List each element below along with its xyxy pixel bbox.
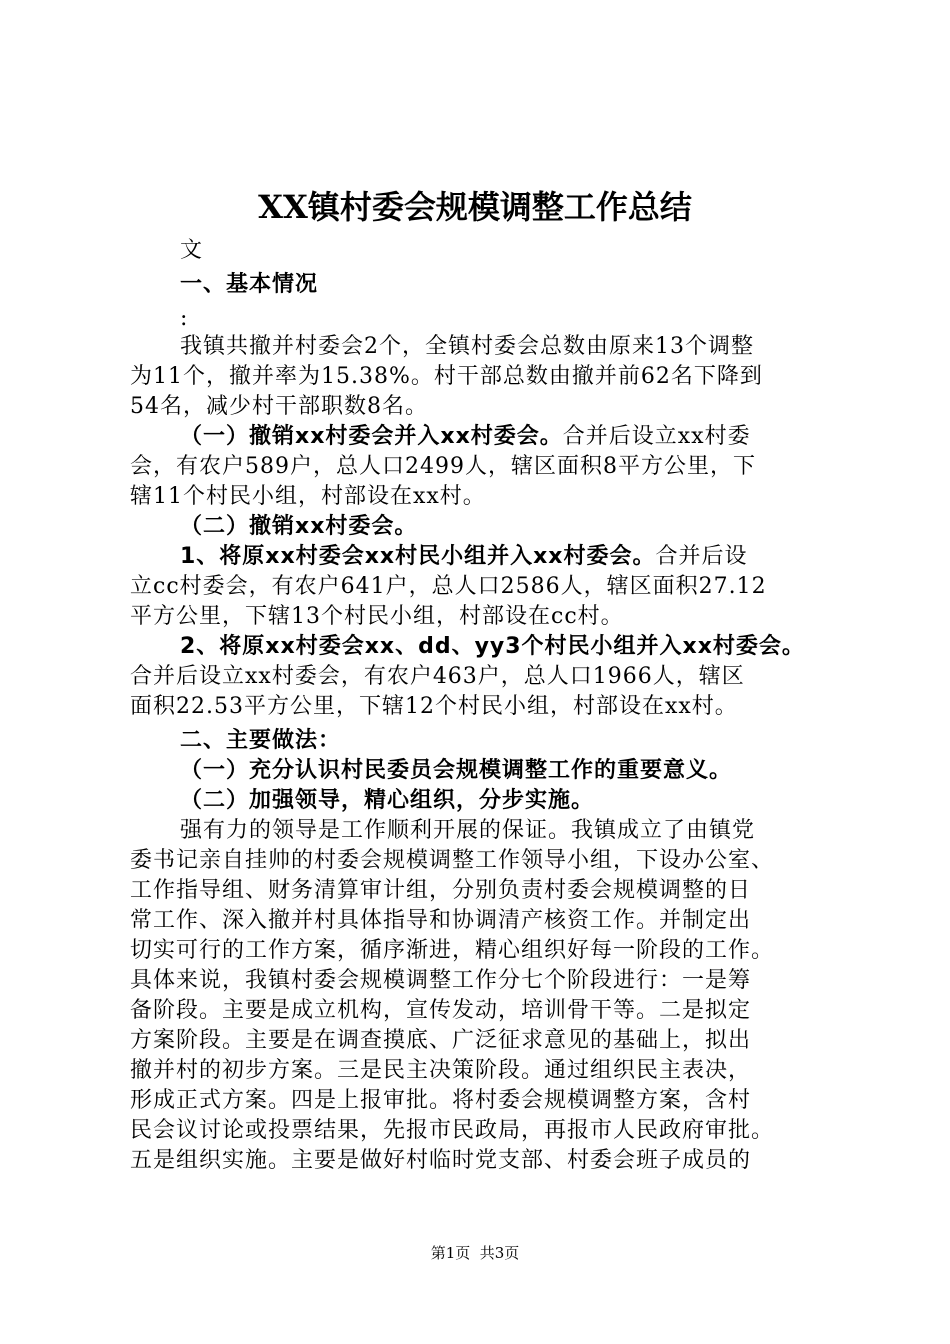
body-text: 具体来说，我镇村委会规模调整工作分七个阶段进行：一是筹 [130,968,752,993]
body-line [130,662,745,692]
body-line [130,692,738,722]
body-line [130,1026,751,1056]
body-line [180,632,805,662]
body-text: 面积22.53平方公里，下辖12个村民小组，村部设在xx村。 [130,694,738,719]
body-text: : [180,306,189,331]
body-line [130,876,751,906]
body-line [180,332,754,362]
body-text: 方案阶段。主要是在调查摸底、广泛征求意见的基础上，拟出 [130,1028,752,1053]
body-line [130,996,751,1026]
body-text: 委书记亲自挂帅的村委会规模调整工作领导小组，下设办公室、 [130,848,775,873]
body-text: 形成正式方案。四是上报审批。将村委会规模调整方案，含村 [130,1088,752,1113]
body-text: 文 [180,238,204,263]
body-line [130,1116,774,1146]
body-text: 立cc村委会，有农户641户，总人口2586人，辖区面积27.12 [130,574,767,599]
body-text: 为11个，撤并率为15.38%。村干部总数由撤并前62名下降到 [130,364,763,389]
body-text: 强有力的领导是工作顺利开展的保证。我镇成立了由镇党 [180,818,756,843]
body-text: 辖11个村民小组，村部设在xx村。 [130,484,486,509]
body-line [180,270,318,300]
body-text: 会，有农户589户，总人口2499人，辖区面积8平方公里，下 [130,454,756,479]
body-line [130,362,763,392]
body-text: 平方公里，下辖13个村民小组，村部设在cc村。 [130,604,624,629]
body-line [180,726,341,756]
body-text: 我镇共撤并村委会2个，全镇村委会总数由原来13个调整 [180,334,754,359]
document-title: XX镇村委会规模调整工作总结 [258,188,692,226]
bold-text: 一、基本情况 [180,272,319,297]
body-line [130,966,751,996]
bold-text: （二）撤销xx村委会。 [180,514,418,539]
body-line [180,786,594,816]
body-text: 合并后设 [655,544,748,569]
body-text: 工作指导组、财务清算审计组，分别负责村委会规模调整的日 [130,878,752,903]
body-text: 民会议讨论或投票结果，先报市民政局，再报市人民政府审批。 [130,1118,775,1143]
body-line [130,1146,751,1176]
body-line [180,422,751,452]
body-text: 常工作、深入撤并村具体指导和协调清产核资工作。并制定出 [130,908,752,933]
body-line [130,936,774,966]
bold-text: （一）充分认识村民委员会规模调整工作的重要意义。 [180,758,733,783]
bold-text: （一）撤销xx村委会并入xx村委会。 [180,424,563,449]
body-line [180,304,188,334]
body-line [130,1056,751,1086]
body-text: 合并后设立xx村委 [562,424,751,449]
body-text: 合并后设立xx村委会，有农户463户，总人口1966人，辖区 [130,664,745,689]
body-text: 切实可行的工作方案，循序渐进，精心组织好每一阶段的工作。 [130,938,775,963]
body-line [130,452,756,482]
body-text: 撤并村的初步方案。三是民主决策阶段。通过组织民主表决， [130,1058,752,1083]
bold-text: 二、主要做法： [180,728,342,753]
body-text: 五是组织实施。主要是做好村临时党支部、村委会班子成员的 [130,1148,752,1173]
body-line [180,236,203,266]
body-text: 备阶段。主要是成立机构，宣传发动，培训骨干等。二是拟定 [130,998,752,1023]
body-line [180,756,732,786]
body-line [180,542,747,572]
bold-text: 2、将原xx村委会xx、dd、yy3个村民小组并入xx村委会。 [180,634,805,659]
body-line [130,482,486,512]
body-text: 54名，减少村干部职数8名。 [130,394,428,419]
body-line [130,906,751,936]
body-line [130,572,767,602]
body-line [130,602,624,632]
body-line [130,846,774,876]
body-line [130,1086,751,1116]
body-line [130,392,428,422]
body-line [180,816,755,846]
body-line [180,512,417,542]
bold-text: （二）加强领导，精心组织，分步实施。 [180,788,595,813]
page-footer: 第1页 共3页 [430,1244,520,1262]
bold-text: 1、将原xx村委会xx村民小组并入xx村委会。 [180,544,656,569]
